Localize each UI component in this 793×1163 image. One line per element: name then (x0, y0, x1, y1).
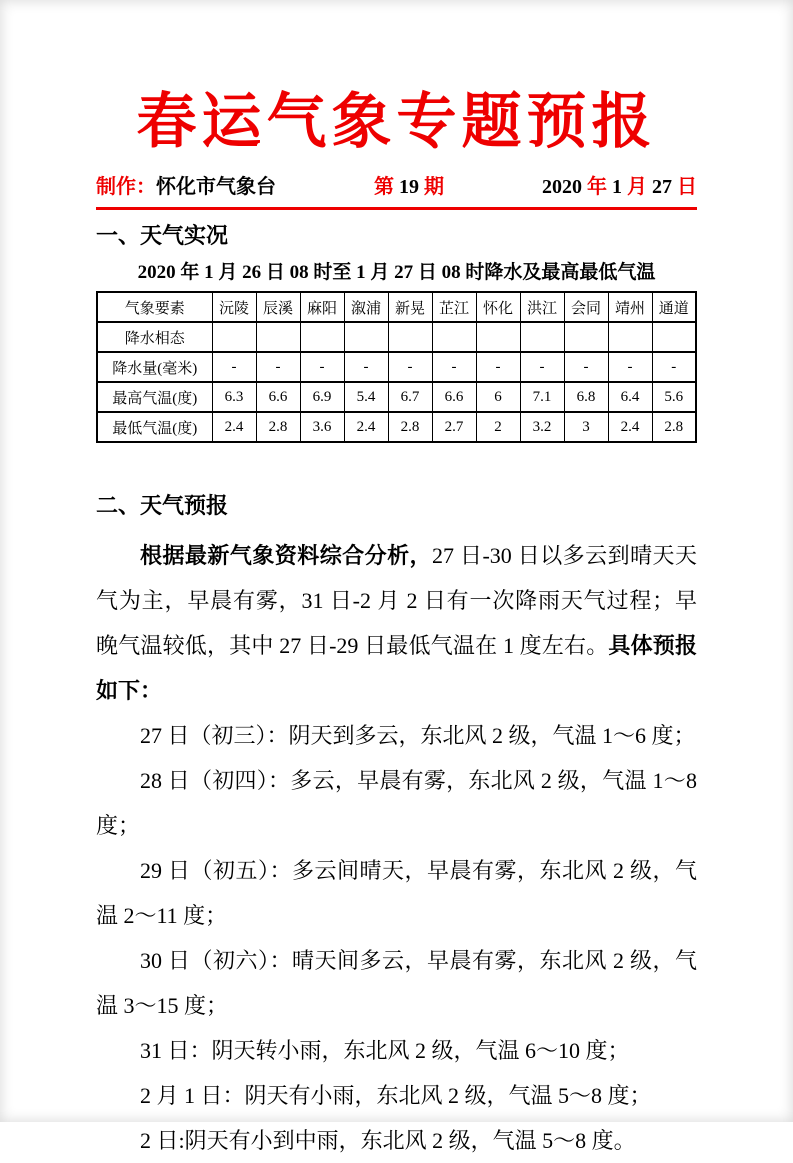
table-cell: 6.3 (212, 382, 256, 412)
table-cell: 2.4 (344, 412, 388, 442)
table-cell: 5.4 (344, 382, 388, 412)
forecast-line: 29 日（初五）：多云间晴天，早晨有雾，东北风 2 级，气温 2～11 度； (96, 857, 697, 928)
date-month-label: 月 (622, 176, 652, 198)
issue-suffix: 期 (419, 176, 444, 198)
producer-label: 制作： (96, 176, 156, 198)
table-cell: 3.2 (520, 412, 564, 442)
table-header-factor: 气象要素 (97, 292, 212, 322)
table-cell: 6.8 (564, 382, 608, 412)
table-cell: 6 (476, 382, 520, 412)
summary-body-text: 27 日-30 日以多云到晴天天气为主，早晨有雾，31 日-2 月 2 日有一次降雨天气过程；早晚气温较低，其中 27 日-29 日最低气温在 1 度左右。 (96, 542, 697, 658)
section-2-heading: 二、天气预报 (96, 493, 229, 519)
table-header-station: 溆浦 (344, 292, 388, 322)
table-header-station: 芷江 (432, 292, 476, 322)
table-cell: - (520, 352, 564, 382)
table-cell: - (432, 352, 476, 382)
forecast-line: 30 日（初六）：晴天间多云，早晨有雾，东北风 2 级，气温 3～15 度； (96, 947, 697, 1018)
issue-value: 19 (399, 176, 419, 198)
table-cell: 6.4 (608, 382, 652, 412)
table-cell (388, 322, 432, 352)
table-cell: 3.6 (300, 412, 344, 442)
table-cell: 2.4 (608, 412, 652, 442)
forecast-line: 31 日：阴天转小雨，东北风 2 级，气温 6～10 度； (140, 1037, 630, 1063)
table-cell: 6.9 (300, 382, 344, 412)
table-row-label: 降水量(毫米) (97, 352, 212, 382)
table-cell: 2.8 (652, 412, 696, 442)
table-row (97, 382, 696, 412)
table-cell: - (300, 352, 344, 382)
table-cell (652, 322, 696, 352)
table-header-station: 怀化 (476, 292, 520, 322)
table-cell: 6.6 (256, 382, 300, 412)
table-row (97, 322, 696, 352)
weather-table (96, 291, 697, 443)
issue-date (542, 173, 697, 201)
table-cell: - (256, 352, 300, 382)
table-cell: - (652, 352, 696, 382)
table-cell: 2.4 (212, 412, 256, 442)
masthead-divider (96, 207, 697, 210)
date-year-label: 年 (582, 176, 612, 198)
table-header-station: 通道 (652, 292, 696, 322)
date-day-label: 日 (672, 176, 697, 198)
issue-prefix: 第 (374, 176, 399, 198)
issue-number (374, 173, 444, 201)
table-cell: 2 (476, 412, 520, 442)
forecast-line: 2 日:阴天有小到中雨，东北风 2 级，气温 5～8 度。 (140, 1127, 636, 1153)
producer (96, 173, 276, 201)
table-cell: - (388, 352, 432, 382)
producer-value: 怀化市气象台 (156, 176, 276, 198)
table-cell: 2.8 (256, 412, 300, 442)
table-cell: - (344, 352, 388, 382)
table-header-station: 靖州 (608, 292, 652, 322)
table-header-station: 新晃 (388, 292, 432, 322)
table-cell: 6.7 (388, 382, 432, 412)
section-1-heading: 一、天气实况 (96, 223, 229, 248)
table-cell: 6.6 (432, 382, 476, 412)
table-row (97, 412, 696, 442)
table-cell: 3 (564, 412, 608, 442)
forecast-line: 27 日（初三）：阴天到多云，东北风 2 级，气温 1～6 度； (140, 722, 696, 748)
weather-table-header-row (97, 292, 696, 322)
date-day: 27 (652, 176, 672, 198)
table-cell: 7.1 (520, 382, 564, 412)
table-row-label: 最高气温(度) (97, 382, 212, 412)
table-cell (212, 322, 256, 352)
table-header-station: 沅陵 (212, 292, 256, 322)
forecast-line: 2 月 1 日：阴天有小雨，东北风 2 级，气温 5～8 度； (140, 1082, 652, 1108)
forecast-line: 28 日（初四）：多云，早晨有雾，东北风 2 级，气温 1～8 度； (96, 767, 697, 838)
table-row-label: 最低气温(度) (97, 412, 212, 442)
weather-table-title: 2020 年 1 月 26 日 08 时至 1 月 27 日 08 时降水及最高最低气温 (137, 262, 656, 284)
table-cell: 2.8 (388, 412, 432, 442)
table-cell: - (608, 352, 652, 382)
table-cell (564, 322, 608, 352)
forecast-list (96, 713, 697, 1163)
masthead (96, 173, 697, 201)
table-cell: 2.7 (432, 412, 476, 442)
table-cell: - (476, 352, 520, 382)
table-cell (432, 322, 476, 352)
table-row-label: 降水相态 (97, 322, 212, 352)
forecast-summary (96, 533, 697, 713)
table-header-station: 洪江 (520, 292, 564, 322)
date-month: 1 (612, 176, 622, 198)
table-row (97, 352, 696, 382)
summary-lead: 根据最新气象资料综合分析， (140, 542, 433, 568)
table-cell: - (212, 352, 256, 382)
date-year: 2020 (542, 176, 582, 198)
table-cell (256, 322, 300, 352)
table-header-station: 会同 (564, 292, 608, 322)
table-cell (344, 322, 388, 352)
table-cell (476, 322, 520, 352)
table-cell (300, 322, 344, 352)
table-header-station: 辰溪 (256, 292, 300, 322)
table-cell (520, 322, 564, 352)
document-title: 春运气象专题预报 (136, 89, 657, 155)
table-header-station: 麻阳 (300, 292, 344, 322)
table-cell: 5.6 (652, 382, 696, 412)
summary-tail: 具体预报如下： (96, 632, 697, 703)
table-cell: - (564, 352, 608, 382)
table-cell (608, 322, 652, 352)
